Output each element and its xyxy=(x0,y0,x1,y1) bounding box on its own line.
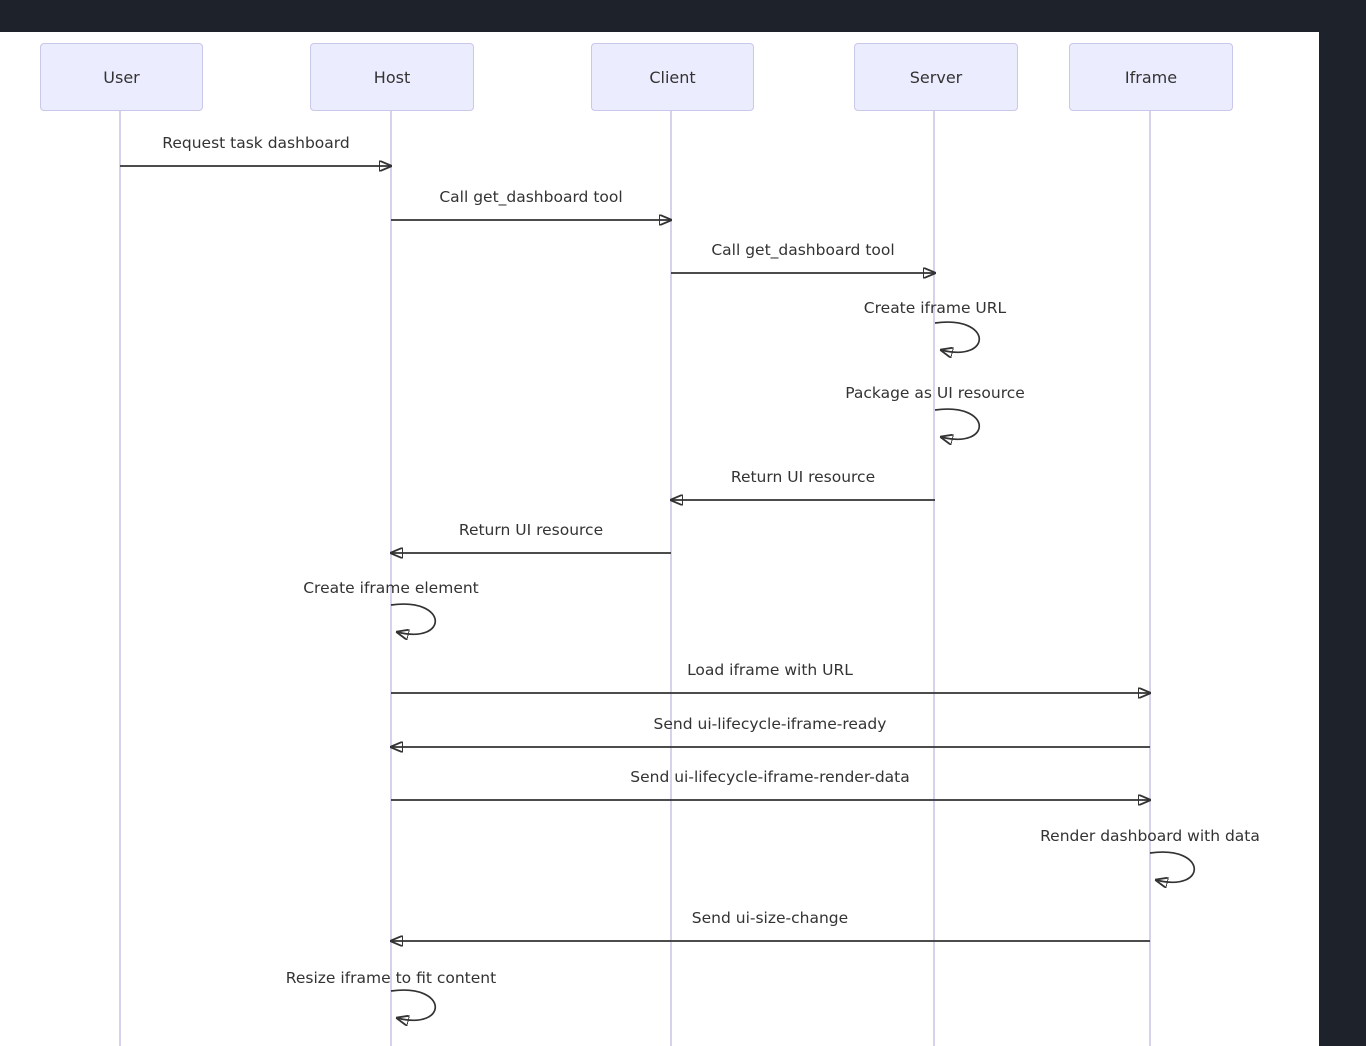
message-label-return-ui-resource-2: Return UI resource xyxy=(458,521,604,539)
message-label-render-dashboard-with-data: Render dashboard with data xyxy=(1040,827,1260,845)
selfloop-package-as-ui-resource xyxy=(935,409,979,439)
actor-user-label: User xyxy=(103,67,140,87)
selfloop-create-iframe-element xyxy=(391,604,435,634)
message-arrows xyxy=(0,32,1319,1046)
selfloop-create-iframe-url xyxy=(935,322,979,352)
actor-host-label: Host xyxy=(373,67,411,87)
message-label-ui-lifecycle-iframe-render-data: Send ui-lifecycle-iframe-render-data xyxy=(630,768,910,786)
actor-server xyxy=(854,43,1018,111)
message-label-create-iframe-element: Create iframe element xyxy=(303,579,479,597)
message-label-load-iframe-with-url: Load iframe with URL xyxy=(687,661,853,679)
actor-iframe xyxy=(1069,43,1233,111)
message-label-ui-lifecycle-iframe-ready: Send ui-lifecycle-iframe-ready xyxy=(653,715,887,733)
message-label-call-get-dashboard-tool-2: Call get_dashboard tool xyxy=(711,241,895,259)
message-label-call-get-dashboard-tool-1: Call get_dashboard tool xyxy=(439,188,623,206)
selfloop-resize-iframe-to-fit-content xyxy=(391,990,435,1020)
selfloop-render-dashboard-with-data xyxy=(1150,852,1194,882)
message-label-create-iframe-url: Create iframe URL xyxy=(863,299,1007,317)
message-label-resize-iframe-to-fit-content: Resize iframe to fit content xyxy=(285,969,497,987)
actor-client-label: Client xyxy=(649,67,696,87)
message-label-package-as-ui-resource: Package as UI resource xyxy=(845,384,1025,402)
actor-user xyxy=(40,43,203,111)
message-label-send-ui-size-change: Send ui-size-change xyxy=(691,909,849,927)
actor-client xyxy=(591,43,754,111)
message-label-return-ui-resource-1: Return UI resource xyxy=(730,468,876,486)
actor-iframe-label: Iframe xyxy=(1124,67,1178,87)
actor-server-label: Server xyxy=(909,67,963,87)
message-label-request-task-dashboard: Request task dashboard xyxy=(162,134,350,152)
actor-host xyxy=(310,43,474,111)
sequence-diagram-canvas xyxy=(0,32,1319,1046)
